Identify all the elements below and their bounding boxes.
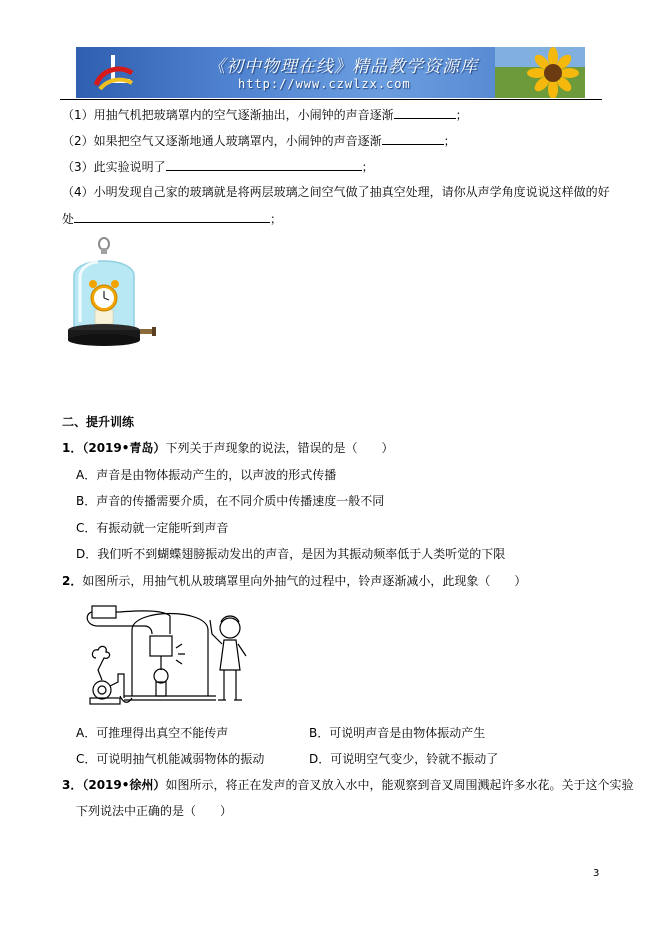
answer-blank[interactable]: [394, 106, 456, 119]
answer-blank[interactable]: [166, 158, 362, 171]
part1-question-1: （1）用抽气机把玻璃罩内的空气逐渐抽出，小闹钟的声音逐渐 ；: [62, 108, 468, 122]
header-banner: [76, 47, 585, 98]
page-number: 3: [593, 868, 600, 879]
question-2-option-a[interactable]: A．可推理得出真空不能传声: [76, 726, 229, 740]
question-1-option-b[interactable]: B．声音的传播需要介质，在不同介质中传播速度一般不同: [76, 494, 385, 508]
question-2-option-c[interactable]: C．可说明抽气机能减弱物体的振动: [76, 752, 265, 766]
section-heading: 二、提升训练: [62, 415, 135, 429]
question-1-option-d[interactable]: D．我们听不到蝴蝶翅膀振动发出的声音，是因为其振动频率低于人类听觉的下限: [76, 547, 506, 561]
question-1-option-a[interactable]: A．声音是由物体振动产生的，以声波的形式传播: [76, 468, 337, 482]
banner-title: 《初中物理在线》精品教学资源库: [208, 57, 478, 77]
part1-question-4-line1: （4）小明发现自己家的玻璃就是将两层玻璃之间空气做了抽真空处理，请你从声学角度说说这样做的好: [62, 185, 610, 199]
question-3-stem-line2: 下列说法中正确的是（ ）: [76, 804, 233, 818]
header-rule: [60, 99, 602, 100]
bell-jar-alarm-clock-illustration: [64, 236, 160, 352]
question-1-option-c[interactable]: C．有振动就一定能听到声音: [76, 521, 229, 535]
banner-url: http://www.czwlzx.com: [238, 77, 411, 91]
question-3-stem: 3．（2019•徐州）如图所示，将正在发声的音叉放入水中，能观察到音叉周围溅起许多水花。关于这个实验: [62, 778, 634, 792]
part1-question-2: （2）如果把空气又逐渐地通人玻璃罩内，小闹钟的声音逐渐 ；: [62, 134, 456, 148]
part1-question-4-line2: 处 ；: [62, 212, 283, 226]
question-2-option-b[interactable]: B．可说明声音是由物体振动产生: [309, 726, 486, 740]
vacuum-pump-bell-jar-illustration: [84, 600, 254, 710]
sunflower-icon: [495, 47, 585, 98]
logo-icon: [90, 51, 136, 93]
answer-blank[interactable]: [74, 210, 270, 223]
question-1-stem: 1．（2019•青岛）下列关于声现象的说法，错误的是（ ）: [62, 441, 394, 455]
question-2-stem: 2．如图所示，用抽气机从玻璃罩里向外抽气的过程中，铃声逐渐减小，此现象（ ）: [62, 574, 527, 588]
part1-question-3: （3）此实验说明了 ；: [62, 160, 374, 174]
answer-blank[interactable]: [382, 132, 444, 145]
question-2-option-d[interactable]: D．可说明空气变少，铃就不振动了: [309, 752, 499, 766]
